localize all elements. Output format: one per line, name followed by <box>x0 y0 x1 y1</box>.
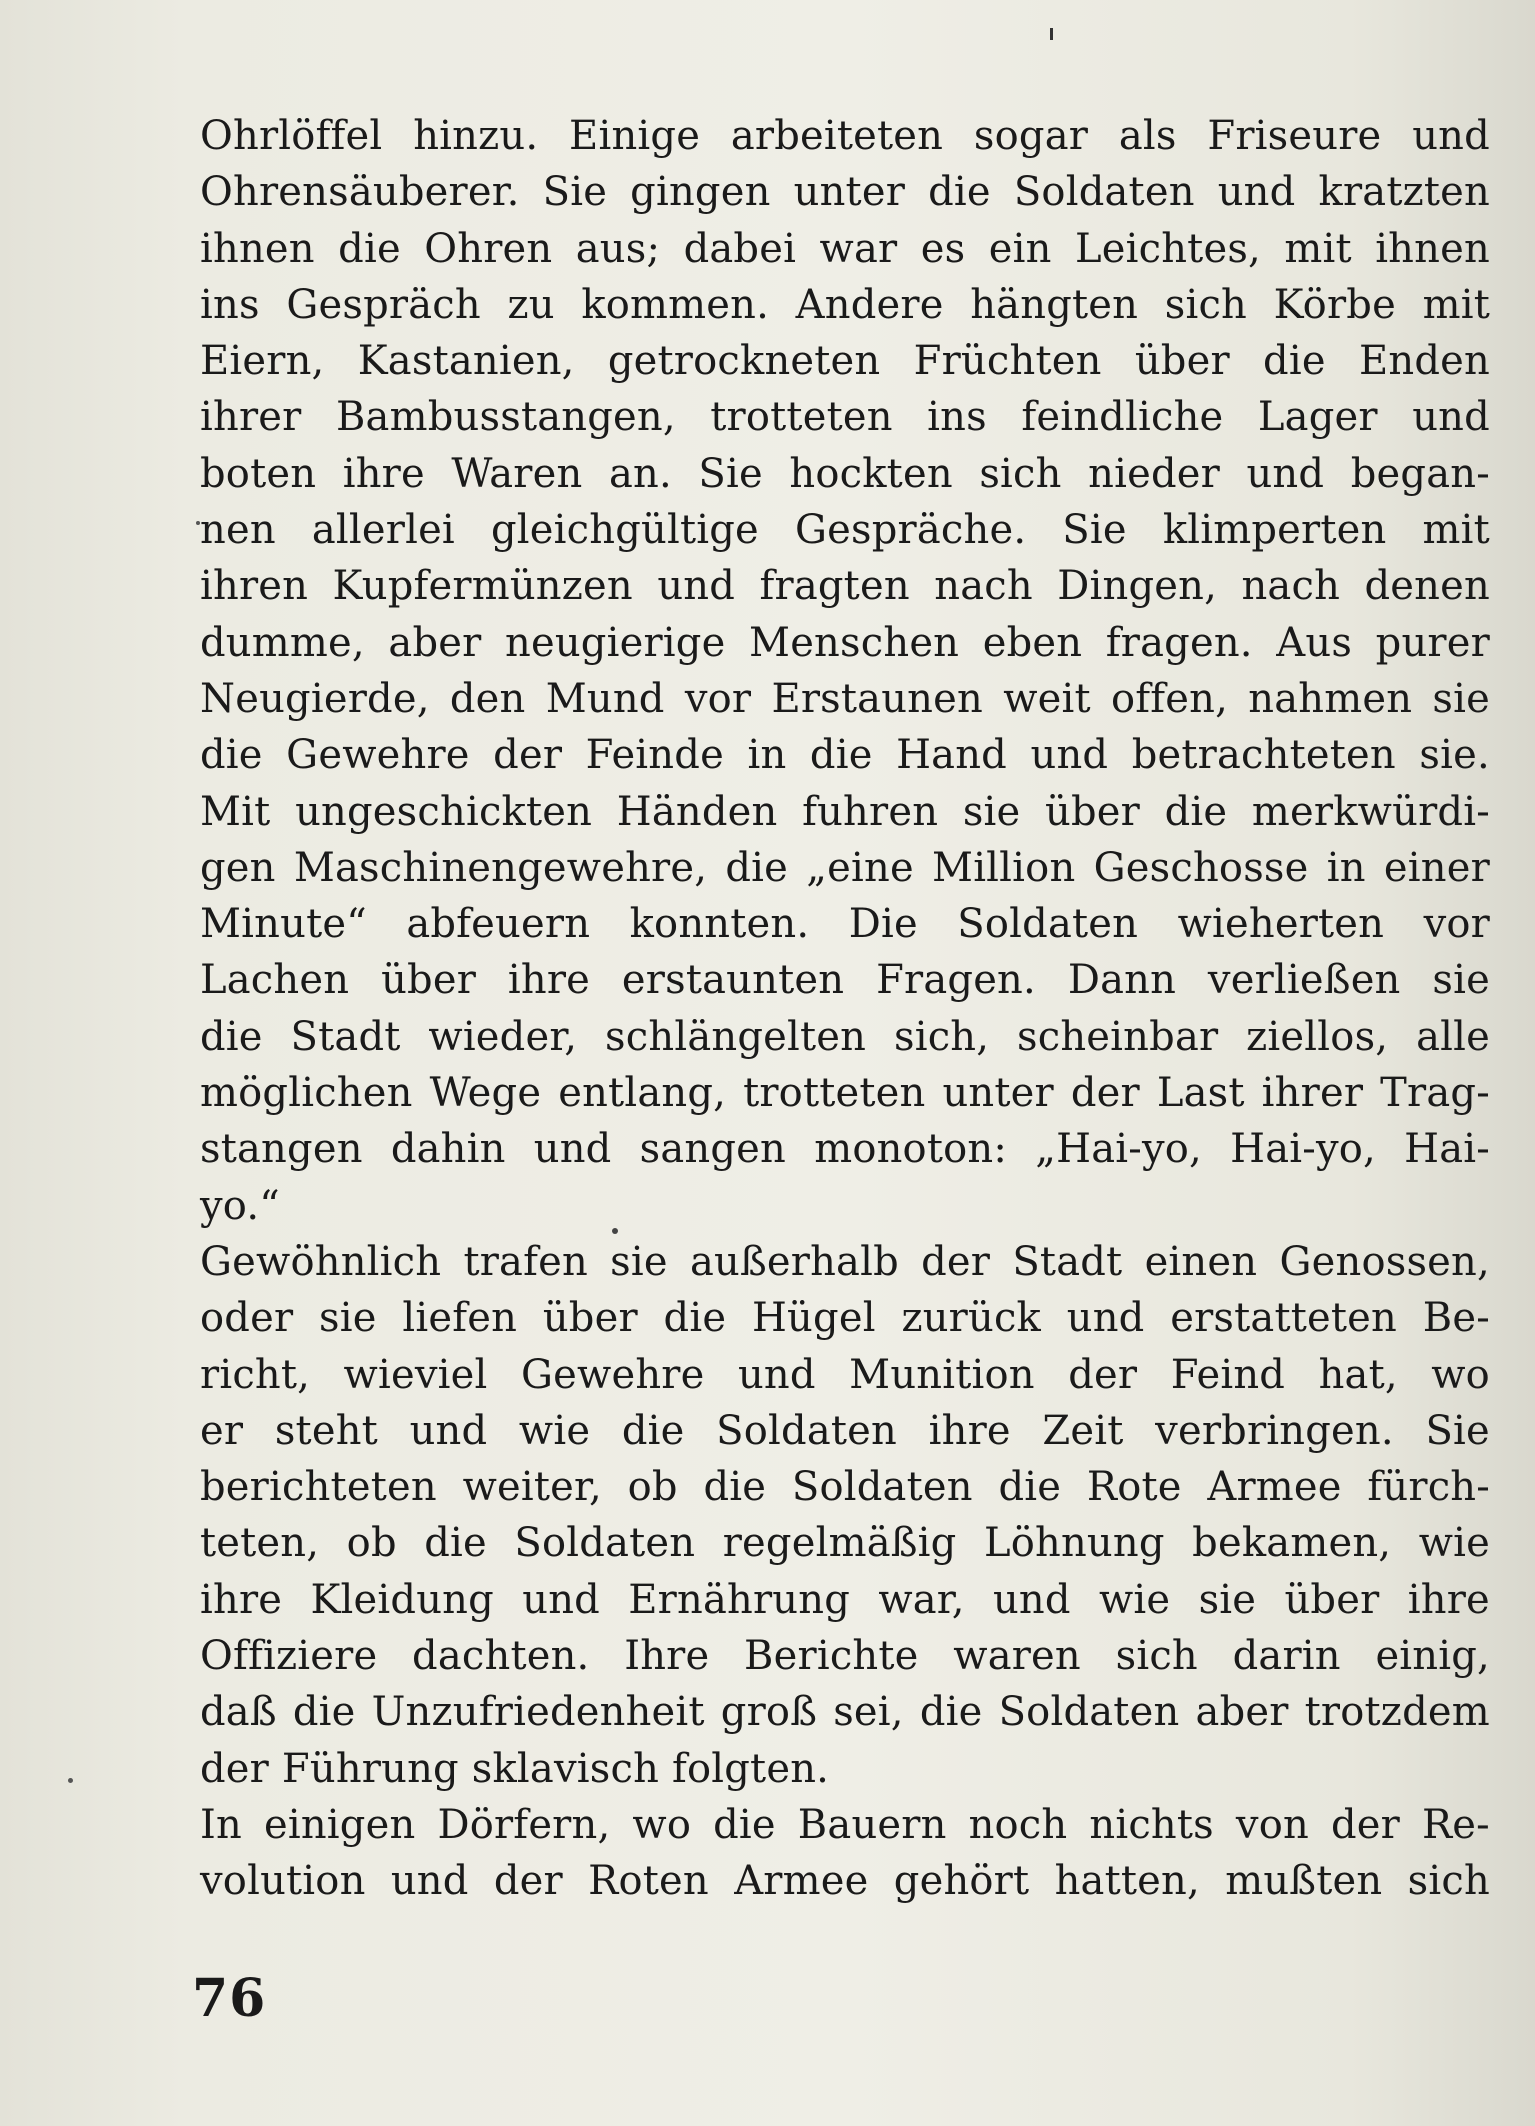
text-line <box>200 1009 1490 1065</box>
word: Fragen. <box>876 957 1036 1004</box>
word: Stadt <box>1012 1238 1123 1285</box>
word: der <box>1330 1801 1400 1848</box>
text-line <box>200 164 1490 220</box>
word: Genossen, <box>1279 1238 1490 1285</box>
word: wie <box>1418 1520 1490 1567</box>
word: ihre <box>200 1576 283 1623</box>
word: trotteten <box>743 1070 926 1117</box>
word: gleichgültige <box>490 507 759 554</box>
word: Friseure <box>1207 113 1382 159</box>
word: gingen <box>630 169 771 216</box>
word: sei, <box>833 1689 904 1736</box>
word: Menschen <box>749 619 960 666</box>
word: Maschinengewehre, <box>293 844 708 891</box>
word: und <box>992 1576 1071 1623</box>
word: die <box>200 1013 263 1060</box>
word: Dörfern, <box>437 1801 611 1848</box>
word: Roten <box>588 1858 709 1905</box>
word: Ohrlöffel <box>200 113 383 159</box>
word: ziellos, <box>1246 1013 1389 1060</box>
word: Zeit <box>1042 1407 1124 1454</box>
word: Stadt <box>290 1013 401 1060</box>
word: als <box>1118 113 1177 159</box>
word: erstatteten <box>1170 1295 1398 1342</box>
word: einen <box>1144 1238 1258 1285</box>
word: dahin <box>390 1126 506 1173</box>
word: erstaunten <box>621 957 845 1004</box>
word: den <box>449 675 526 722</box>
word: der <box>1068 1351 1138 1398</box>
word: Andere <box>795 281 944 328</box>
word: und <box>1412 394 1490 441</box>
word: wie <box>518 1407 591 1454</box>
word: wo <box>1431 1351 1490 1398</box>
word: Kastanien, <box>357 338 575 385</box>
word: sie <box>319 1295 377 1342</box>
word: konnten. <box>629 901 810 948</box>
word: in <box>1326 844 1366 891</box>
word: mit <box>1422 281 1490 328</box>
word: ihre <box>342 450 425 497</box>
word: Ernährung <box>628 1576 851 1623</box>
word: es <box>920 225 966 272</box>
word: richt, <box>200 1351 311 1398</box>
text-line <box>200 840 1490 896</box>
word: und <box>1217 169 1296 216</box>
word: Lager <box>1257 394 1378 441</box>
word: Ihre <box>624 1633 710 1680</box>
word: über <box>381 957 477 1004</box>
word: Gespräche. <box>794 507 1027 554</box>
text-line <box>200 952 1490 1008</box>
text-line <box>200 1234 1490 1290</box>
word: fragen. <box>1105 619 1253 666</box>
word: und <box>1246 450 1325 497</box>
word: die <box>1164 788 1228 835</box>
word: Hai-yo, <box>1230 1126 1376 1173</box>
word: vor <box>684 675 752 722</box>
word: wieviel <box>343 1351 488 1398</box>
body-text <box>200 108 1490 1910</box>
word: wo <box>632 1801 692 1848</box>
word: mußten <box>1225 1858 1383 1905</box>
word: und <box>1066 1295 1145 1342</box>
word: war, <box>878 1576 965 1623</box>
text-line <box>200 1065 1490 1121</box>
word: gen <box>200 844 276 891</box>
word: nach <box>1241 563 1341 610</box>
word: Sie <box>1425 1407 1490 1454</box>
word: nieder <box>1088 450 1220 497</box>
word: und <box>409 1407 488 1454</box>
word: die <box>703 1464 767 1511</box>
word: Früchten <box>913 338 1102 385</box>
word: verbringen. <box>1155 1407 1394 1454</box>
text-line <box>200 1684 1490 1740</box>
word: mit <box>1422 507 1490 554</box>
word: berichteten <box>200 1464 437 1511</box>
word: wieder, <box>428 1013 578 1060</box>
word: Re- <box>1421 1801 1490 1848</box>
word: Ohrensäuberer. <box>200 169 520 216</box>
word: sich <box>1164 281 1248 328</box>
word: sie <box>1432 675 1490 722</box>
word: Dann <box>1067 957 1177 1004</box>
word: Aus <box>1276 619 1353 666</box>
word: ihnen <box>200 225 315 272</box>
word: sie <box>1432 957 1490 1004</box>
word: Offiziere <box>200 1633 378 1680</box>
word: Soldaten <box>1013 169 1195 216</box>
text-line <box>200 1515 1490 1571</box>
text-line <box>200 1290 1490 1346</box>
word: außerhalb <box>689 1238 899 1285</box>
word: sich <box>1407 1858 1490 1905</box>
word: regelmäßig <box>722 1520 957 1567</box>
word: Händen <box>616 788 778 835</box>
word: die <box>292 1689 356 1736</box>
text-line <box>200 615 1490 671</box>
word: Soldaten <box>514 1520 696 1567</box>
word: offen, <box>1110 675 1229 722</box>
word: von <box>1235 1801 1309 1848</box>
word: feindliche <box>1021 394 1224 441</box>
word: ihrer <box>1261 1070 1364 1117</box>
word: und <box>737 1351 816 1398</box>
word: und <box>390 1858 469 1905</box>
word: klimperten <box>1162 507 1387 554</box>
word: Kupfermünzen <box>332 563 633 610</box>
word: Minute“ <box>200 901 367 948</box>
word: Löhnung <box>983 1520 1165 1567</box>
word: aber <box>388 619 482 666</box>
word: die <box>809 732 873 779</box>
word: Mit <box>200 788 271 835</box>
word: Gewehre <box>286 732 470 779</box>
word: entlang, <box>558 1070 727 1117</box>
word: nach <box>934 563 1033 610</box>
word: möglichen <box>200 1070 413 1117</box>
word: fragten <box>759 563 910 610</box>
word: mit <box>1284 225 1352 272</box>
word: scheinbar <box>1017 1013 1219 1060</box>
word: fuhren <box>802 788 939 835</box>
word: ihrer <box>200 394 302 441</box>
word: hat, <box>1318 1351 1398 1398</box>
word: sogar <box>973 113 1089 159</box>
word: die <box>713 1801 776 1848</box>
word: waren <box>953 1633 1081 1680</box>
word: weit <box>1003 675 1091 722</box>
word: Sie <box>698 450 763 497</box>
word: über <box>1134 338 1230 385</box>
word: Mund <box>545 675 665 722</box>
word: hinzu. <box>413 113 539 159</box>
word: ungeschickten <box>295 788 593 835</box>
word: Armee <box>734 1858 869 1905</box>
word: Einige <box>569 113 701 159</box>
word: Gewehre <box>520 1351 705 1398</box>
word: wieherten <box>1177 901 1385 948</box>
word: Armee <box>1207 1464 1342 1511</box>
text-line <box>200 277 1490 333</box>
word: Geschosse <box>1093 844 1309 891</box>
text-line <box>200 221 1490 277</box>
word: Feind <box>1170 1351 1286 1398</box>
word: sie <box>1198 1576 1257 1623</box>
word: unter <box>793 169 906 216</box>
word: einigen <box>263 1801 416 1848</box>
word: dachten. <box>412 1633 590 1680</box>
word: hängten <box>970 281 1139 328</box>
text-line <box>200 727 1490 783</box>
text-line <box>200 1572 1490 1628</box>
word: die <box>338 225 401 272</box>
word: zu <box>507 281 555 328</box>
word: Neugierde, <box>200 675 430 722</box>
text-line <box>200 333 1490 389</box>
word: und <box>522 1576 600 1623</box>
word: Hand <box>896 732 1007 779</box>
word: weiter, <box>462 1464 602 1511</box>
word: unter <box>942 1070 1054 1117</box>
text-line <box>200 502 1490 558</box>
word: und <box>533 1126 612 1173</box>
word: merkwürdi- <box>1251 788 1490 835</box>
text-line <box>200 389 1490 445</box>
word: der <box>493 1858 563 1905</box>
text-line <box>200 1628 1490 1684</box>
text-line <box>200 1853 1490 1909</box>
word: der <box>921 1238 991 1285</box>
word: oder <box>200 1295 294 1342</box>
word: ins <box>927 394 987 441</box>
word: purer <box>1375 619 1490 666</box>
word: Körbe <box>1273 281 1396 328</box>
word: Million <box>932 844 1076 891</box>
word: „eine <box>806 844 914 891</box>
word: die <box>1263 338 1326 385</box>
word: ein <box>988 225 1052 272</box>
word: Bambusstangen, <box>335 394 676 441</box>
word: kratzten <box>1318 169 1490 216</box>
word: vor <box>1423 901 1490 948</box>
word: der <box>493 732 563 779</box>
word: ob <box>627 1464 678 1511</box>
word: betrachteten <box>1131 732 1396 779</box>
word: kommen. <box>581 281 770 328</box>
word: began- <box>1350 450 1490 497</box>
word: über <box>1284 1576 1380 1623</box>
word: Enden <box>1358 338 1490 385</box>
word: abfeuern <box>406 901 591 948</box>
word: Trag- <box>1380 1070 1490 1117</box>
word: hatten, <box>1054 1858 1200 1905</box>
word: und <box>657 563 736 610</box>
word: sich, <box>893 1013 990 1060</box>
word: war <box>819 225 898 272</box>
word: daß <box>200 1689 277 1736</box>
text-line <box>200 1459 1490 1515</box>
word: die <box>919 1689 983 1736</box>
word: die <box>621 1407 685 1454</box>
word: über <box>542 1295 638 1342</box>
text-line <box>200 1403 1490 1459</box>
word: zurück <box>901 1295 1041 1342</box>
word: nahmen <box>1248 675 1413 722</box>
word: aus; <box>575 225 661 272</box>
word: die <box>200 732 263 779</box>
word: die <box>928 169 991 216</box>
word: sangen <box>639 1126 787 1173</box>
word: volution <box>200 1858 366 1905</box>
word: und <box>1412 113 1490 159</box>
word: einer <box>1383 844 1490 891</box>
word: die <box>663 1295 727 1342</box>
text-line: der Führung sklavisch folgten. <box>200 1745 830 1792</box>
word: er <box>200 1407 244 1454</box>
word: Munition <box>849 1351 1035 1398</box>
word: dumme, <box>200 619 365 666</box>
word: Lachen <box>200 957 350 1004</box>
word: trafen <box>463 1238 588 1285</box>
word: dabei <box>683 225 797 272</box>
word: ins <box>200 281 260 328</box>
word: Die <box>848 901 918 948</box>
word: Feinde <box>585 732 724 779</box>
text-line <box>200 671 1490 727</box>
word: ihre <box>1407 1576 1490 1623</box>
word: wie <box>1098 1576 1171 1623</box>
word: ihre <box>928 1407 1011 1454</box>
text-line <box>200 1797 1490 1853</box>
word: teten, <box>200 1520 320 1567</box>
word: fürch- <box>1367 1464 1490 1511</box>
word: nen <box>200 507 276 554</box>
word: getrockneten <box>607 338 881 385</box>
word: Hai- <box>1404 1126 1490 1173</box>
word: und <box>1030 732 1109 779</box>
word: trotteten <box>710 394 893 441</box>
word: nichts <box>1089 1801 1214 1848</box>
word: Be- <box>1422 1295 1490 1342</box>
word: neugierige <box>505 619 726 666</box>
word: gehört <box>893 1858 1030 1905</box>
word: Dingen, <box>1057 563 1218 610</box>
word: stangen <box>200 1126 363 1173</box>
word: aber <box>1195 1689 1289 1736</box>
text-line <box>200 1121 1490 1177</box>
word: in <box>747 732 787 779</box>
word: sich <box>1115 1633 1198 1680</box>
word: groß <box>720 1689 818 1736</box>
text-line <box>200 896 1490 952</box>
word: sie. <box>1419 732 1490 779</box>
word: Bauern <box>797 1801 947 1848</box>
word: Gespräch <box>286 281 481 328</box>
word: liefen <box>402 1295 518 1342</box>
word: bekamen, <box>1192 1520 1392 1567</box>
word: trotzdem <box>1304 1689 1490 1736</box>
word: ihnen <box>1375 225 1490 272</box>
word: Rote <box>1086 1464 1182 1511</box>
word: Soldaten <box>957 901 1139 948</box>
word: sich <box>979 450 1062 497</box>
text-line <box>200 784 1490 840</box>
word: Eiern, <box>200 338 325 385</box>
text-line <box>200 1347 1490 1403</box>
word: der <box>1070 1070 1140 1117</box>
word: schlängelten <box>605 1013 867 1060</box>
word: steht <box>274 1407 378 1454</box>
word: allerlei <box>311 507 455 554</box>
word: ihre <box>507 957 591 1004</box>
word: arbeiteten <box>730 113 944 159</box>
word: denen <box>1364 563 1490 610</box>
word: ihren <box>200 563 309 610</box>
word: Waren <box>451 450 583 497</box>
word: Soldaten <box>791 1464 973 1511</box>
top-mark <box>1050 28 1053 40</box>
word: ob <box>346 1520 397 1567</box>
word: Kleidung <box>310 1576 494 1623</box>
word: sie <box>962 788 1021 835</box>
word: Sie <box>542 169 608 216</box>
word: In <box>200 1801 242 1848</box>
word: Erstaunen <box>771 675 983 722</box>
paper-speck <box>68 1778 73 1783</box>
text-line <box>200 558 1490 614</box>
word: Unzufriedenheit <box>371 1689 705 1736</box>
word: die <box>424 1520 487 1567</box>
word: Soldaten <box>998 1689 1180 1736</box>
word: einig, <box>1375 1633 1490 1680</box>
text-line: yo.“ <box>200 1182 280 1229</box>
page-number: 76 <box>192 1968 267 2029</box>
word: Last <box>1156 1070 1245 1117</box>
word: Sie <box>1062 507 1127 554</box>
word: alle <box>1416 1013 1490 1060</box>
word: Wege <box>429 1070 542 1117</box>
word: Soldaten <box>716 1407 897 1454</box>
word: die <box>725 844 789 891</box>
text-line <box>200 108 1490 164</box>
word: verließen <box>1207 957 1401 1004</box>
word: boten <box>200 450 317 497</box>
word: hockten <box>789 450 953 497</box>
word: Leichtes, <box>1074 225 1261 272</box>
word: an. <box>608 450 672 497</box>
word: Hügel <box>751 1295 876 1342</box>
word: Gewöhnlich <box>200 1238 442 1285</box>
word: über <box>1045 788 1140 835</box>
word: Berichte <box>744 1633 919 1680</box>
word: Ohren <box>424 225 553 272</box>
word: noch <box>968 1801 1068 1848</box>
word: die <box>998 1464 1062 1511</box>
text-line <box>200 446 1490 502</box>
word: sie <box>610 1238 668 1285</box>
word: monoton: <box>814 1126 1008 1173</box>
word: eben <box>982 619 1083 666</box>
word: „Hai-yo, <box>1035 1126 1202 1173</box>
word: darin <box>1232 1633 1341 1680</box>
